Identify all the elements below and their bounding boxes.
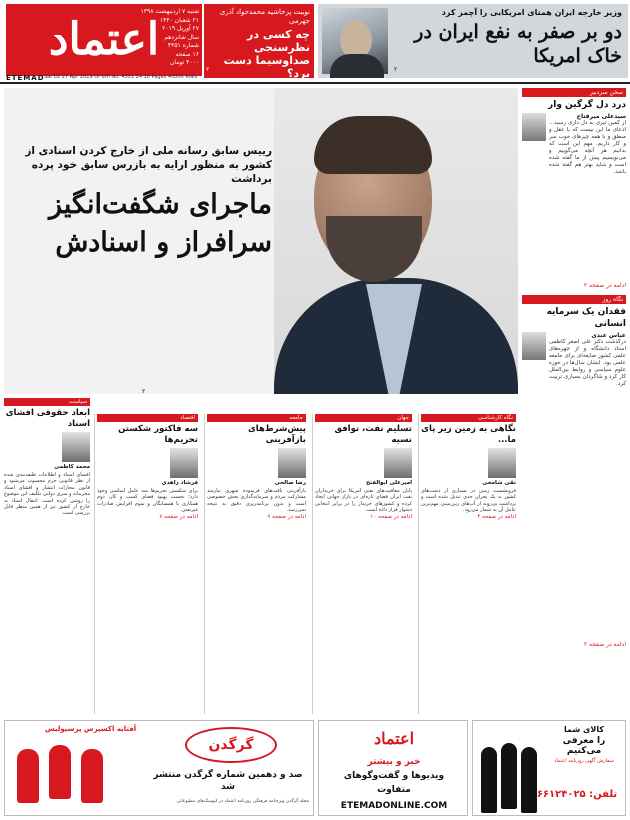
editorial-author-photo xyxy=(522,113,546,141)
figure-icon xyxy=(17,749,39,803)
ad-kicker: آفتابه اکسپرس پرسپولیس xyxy=(45,725,137,733)
teaser-title: چه کسی در نظرسنجی صداوسیما دست برد؟ xyxy=(223,28,310,80)
ad-line: متفاوت xyxy=(377,785,411,795)
story-continue-link[interactable]: ادامه در صفحه ۷ xyxy=(159,513,198,520)
story-continue-link[interactable]: ادامه در صفحه ۴ xyxy=(477,513,516,520)
view-title[interactable]: فقدان یک سرمایه انسانی xyxy=(546,307,626,329)
right-column xyxy=(522,88,626,728)
story-author-photo xyxy=(278,448,306,478)
story-title: پیش‌شرط‌های بازآفرینی xyxy=(247,424,306,445)
top-story-kicker: وزیر خارجه ایران همتای امریکایی را آچمز کرد xyxy=(441,8,622,17)
story-expert[interactable] xyxy=(418,414,518,714)
top-story-photo xyxy=(322,8,388,74)
logo-text: اعتماد xyxy=(48,14,160,65)
left-story-author: محمد کاظمی xyxy=(54,464,90,470)
teaser-box[interactable] xyxy=(204,4,314,78)
editorial-continue-link[interactable]: ادامه در صفحه ۲ xyxy=(583,282,626,289)
story-title: نگاهی به زمین زیر پای ما... xyxy=(421,424,516,445)
story-title: سه فاکتور شکستن تحریم‌ها xyxy=(118,424,198,445)
story-author-photo xyxy=(384,448,412,478)
ad-footnote: مجله گرگدن ویژه‌نامه فرهنگی روزنامه اعتماد در کیوسک‌های مطبوعاتی xyxy=(176,799,309,804)
left-story-body: افشای اسناد و اطلاعات طبقه‌بندی شده از نظر قانونی جرم محسوب می‌شود و قانون مجازات انتشار و افشای اسناد محرمانه و سری دولتی تکلیف این موضوع را روشن کرده است. انتقال اسناد به خارج از کشور نیز از همین منظر قابل بررسی است. xyxy=(4,472,90,517)
story-section: اقتصاد xyxy=(97,414,198,422)
portrait-beard xyxy=(326,216,422,282)
ad-url-link[interactable]: ETEMADONLINE.COM xyxy=(340,801,448,811)
lead-headline: ماجرای شگفت‌انگیز سرافراز و اسنادش xyxy=(49,189,272,258)
view-body: درگذشت دکتر علی اصغر کاظمی استاد دانشگاه و از چهره‌های علمی کشور ضایعه‌ای برای جامعه علمی بود. ایشان سال‌ها در حوزه علوم سیاسی و روابط بین‌الملل کار کرد و شاگردان بسیاری تربیت کرد. xyxy=(549,339,626,387)
story-section: نگاه کارشناسی xyxy=(421,414,516,422)
teaser-kicker: نویبت پرحاشیه محمدجواد آذری جهرمی xyxy=(219,8,310,25)
editorial-author: سیدعلی میرفتاح xyxy=(576,113,626,120)
story-society[interactable] xyxy=(204,414,308,714)
story-body: فرونشست زمین در بسیاری از دشت‌های کشور به یک بحران جدی تبدیل شده است و برداشت بی‌رویه از آب‌های زیرزمینی مهم‌ترین عامل آن به شمار می‌رود. xyxy=(421,488,516,514)
story-author-photo xyxy=(488,448,516,478)
story-body: بازآفرینی بافت‌های فرسوده شهری نیازمند مشارکت مردم و سرمایه‌گذاری بخش خصوصی است و بدون برنامه‌ریزی دقیق به نتیجه نمی‌رسد. xyxy=(207,488,306,514)
view-author: عباس عبدی xyxy=(591,332,626,339)
ad-line: ویدیوها و گفت‌وگوهای xyxy=(343,771,445,781)
dateline: شنبه ۷ اردیبهشت ۱۳۹۸ ۲۱ شعبان ۱۴۴۰ ۲۷ آوریل ۲۰۱۹ سال شانزدهم شماره ۴۳۵۱ ۱۶ صفحه ۴۰۰۰ تومان xyxy=(140,8,199,66)
left-story-title: ابعاد حقوقی افشای اسناد xyxy=(5,408,90,429)
figure-icon xyxy=(49,745,71,799)
editorial-body: از کمین تیری به دل داری رسید... ادعای ما این نیست که با عقل و منطق و با همه چیزهای خوب سر و کار داریم. مهم این است که بدانیم هر آنچه می‌گوییم و می‌نویسیم پیش از ما گفته شده است و شاید بهتر هم گفته شده باشد. xyxy=(549,120,626,175)
issue-line: Sat 02 27 Apr 2019 Of 6th No. 4351 24 16 Pages 40000 Rials xyxy=(44,74,198,80)
lead-portrait xyxy=(274,88,518,394)
story-author-photo xyxy=(170,448,198,478)
story-continue-link[interactable]: ادامه در صفحه ۹ xyxy=(267,513,306,520)
ad-phone[interactable]: تلفن: ۶۶۱۲۴۰۲۵ xyxy=(536,789,618,800)
section-editorial: سخن سردبیر xyxy=(522,88,626,97)
ad-gargadan[interactable] xyxy=(4,720,314,816)
ad-classifieds[interactable] xyxy=(472,720,626,816)
etemad-logo: اعتماد xyxy=(373,729,415,748)
view-author-photo xyxy=(522,332,546,360)
lead-story[interactable] xyxy=(4,88,518,394)
portrait-hair xyxy=(314,116,432,174)
story-section: جهان xyxy=(315,414,412,422)
logo-latin: ETEMAD xyxy=(6,74,45,82)
view-continue-link[interactable]: ادامه در صفحه ۲ xyxy=(583,641,626,648)
story-section: جامعه xyxy=(207,414,306,422)
lead-kicker: رییس سابق رسانه ملی از خارج کردن اسنادی از کشور به منظور ارایه به بازرس سابق خود پرده برداشت xyxy=(25,145,272,185)
figure-icon xyxy=(81,749,103,803)
gargadan-logo: گرگدن xyxy=(185,727,277,763)
story-body: برای شکستن تحریم‌ها سه عامل اساسی وجود دارد؛ نخست بهبود فضای کسب و کار، دوم همکاری با همسایگان و سوم افزایش صادرات غیرنفتی. xyxy=(97,488,198,514)
top-story[interactable] xyxy=(318,4,628,78)
story-body: پایان معافیت‌های نفتی امریکا برای خریداران نفت ایران فضای تازه‌ای در بازار جهانی ایجاد کرده و کشورهای خریدار را در برابر انتخابی دشوار قرار داده است. xyxy=(315,488,412,514)
ad-text: صد و دهمین شماره گرگدن منتشر شد xyxy=(153,770,303,792)
ad-tagline: خبر و بیشتر xyxy=(367,757,421,767)
person-icon xyxy=(481,747,497,813)
photo-suit xyxy=(330,54,384,78)
editorial-title[interactable]: درد دل گرگین وار xyxy=(548,100,626,110)
ad-etemad-online[interactable] xyxy=(318,720,468,816)
story-title: تسلیم نفت، توافق نسیه xyxy=(334,424,412,445)
left-story[interactable] xyxy=(4,398,90,714)
ad-headline: کالای شما را معرفی می‌کنیم سفارش آگهی روزنامه اعتماد xyxy=(554,725,614,764)
left-story-author-photo xyxy=(62,432,90,462)
story-economy[interactable] xyxy=(94,414,200,714)
left-story-section: سیاست xyxy=(4,398,90,406)
teaser-page-number: ۲ xyxy=(206,66,210,73)
story-author: تقی شامخی xyxy=(482,480,516,486)
person-icon xyxy=(501,743,517,809)
lead-page-number: ۲ xyxy=(142,388,146,394)
top-story-page-number: ۲ xyxy=(394,66,398,73)
story-author: فرشاد زاهدی xyxy=(161,480,198,486)
story-continue-link[interactable]: ادامه در صفحه ۱۰ xyxy=(370,513,412,520)
story-world[interactable] xyxy=(312,414,414,714)
section-view: نگاه روز xyxy=(522,295,626,304)
person-icon xyxy=(521,747,537,813)
masthead xyxy=(0,0,630,84)
story-author: رضا صالحی xyxy=(274,480,306,486)
story-author: امیرعلی ابوالفتح xyxy=(366,480,412,486)
top-story-headline: دو بر صفر به نفع ایران در خاک امریکا xyxy=(414,21,622,67)
